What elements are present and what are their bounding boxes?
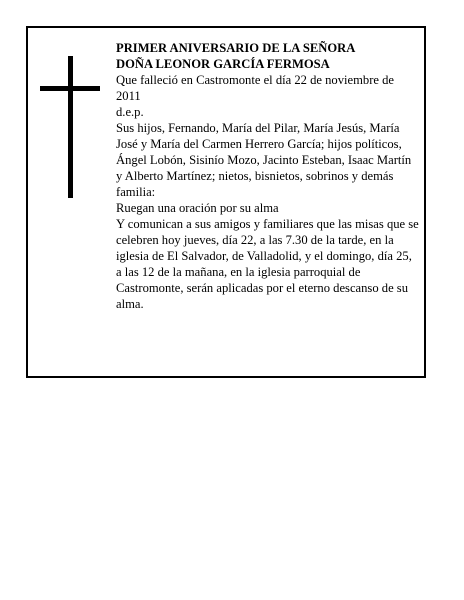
- notice-text: [116, 40, 420, 312]
- cross-horizontal-bar: [40, 86, 100, 91]
- notice-title-line-1: PRIMER ANIVERSARIO DE LA SEÑORA: [116, 41, 356, 55]
- dep-text: d.e.p.: [116, 105, 144, 119]
- cross-vertical-bar: [68, 56, 73, 198]
- notice-title-line-2: DOÑA LEONOR GARCÍA FERMOSA: [116, 57, 330, 71]
- prayer-request: Ruegan una oración por su alma: [116, 201, 279, 215]
- death-info: Que falleció en Castromonte el día 22 de noviembre de 2011: [116, 73, 395, 103]
- masses-announcement: Y comunican a sus amigos y familiares que las misas que se celebren hoy jueves, día 22, a las 7.30 de la tarde, en la iglesia de El Salvador, de Valladolid, y el domingo, día 25, a las 12 de la mañana, en la iglesia parroquial de Castromonte, serán aplicadas por el eterno descanso de su alma.: [116, 217, 419, 311]
- family-list: Sus hijos, Fernando, María del Pilar, María Jesús, María José y María del Carmen Herrero García; hijos políticos, Ángel Lobón, Sisinío Mozo, Jacinto Esteban, Isaac Martín y Alberto Martínez; nietos, bisnietos, sobrinos y demás familia:: [116, 121, 412, 199]
- cross-icon: [40, 56, 100, 198]
- obituary-notice: [26, 26, 426, 378]
